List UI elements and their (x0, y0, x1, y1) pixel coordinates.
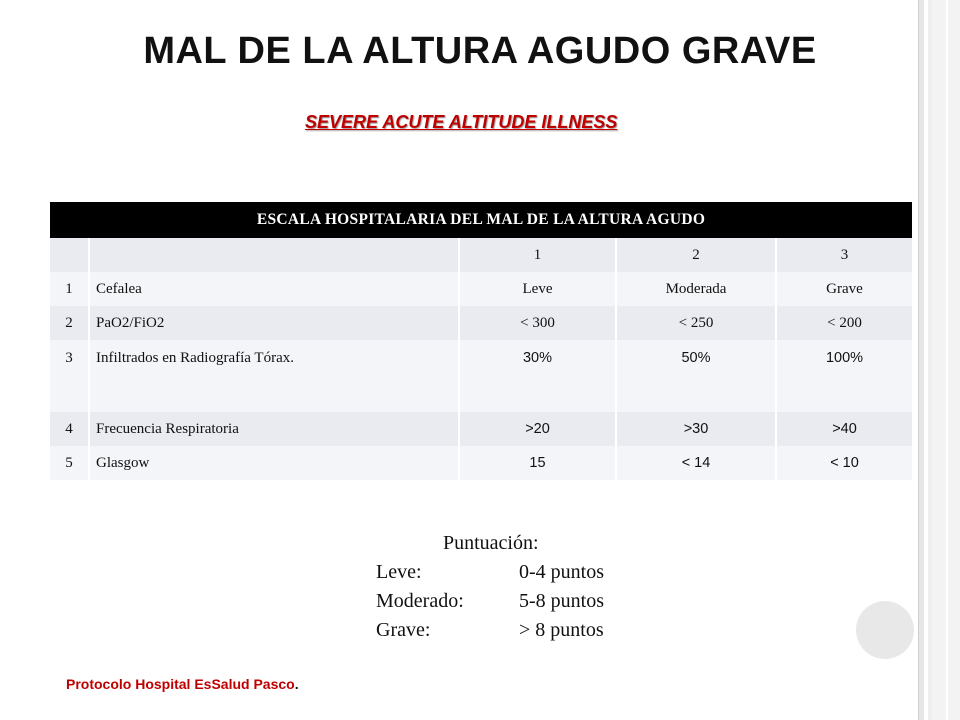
scoring-value: > 8 puntos (519, 619, 604, 641)
cell-score-3: Grave (776, 272, 913, 306)
footer-period: . (294, 676, 299, 692)
empty-cell (49, 238, 89, 272)
cell-score-3: >40 (776, 412, 913, 446)
scoring-item (376, 587, 604, 616)
table-row (49, 306, 913, 340)
right-border-line (918, 0, 919, 720)
col-number-1: 1 (459, 238, 616, 272)
cell-score-1: < 300 (459, 306, 616, 340)
scoring-label: Moderado: (376, 590, 464, 612)
scoring-label: Leve: (376, 561, 422, 583)
col-number-2: 2 (616, 238, 776, 272)
table-row (49, 446, 913, 480)
empty-cell (89, 238, 459, 272)
row-label: Glasgow (89, 446, 459, 480)
scoring-value: 0-4 puntos (519, 561, 604, 583)
col-number-3: 3 (776, 238, 913, 272)
cell-score-1: 30% (459, 340, 616, 412)
scoring-block (376, 529, 604, 645)
row-label: Infiltrados en Radiografía Tórax. (89, 340, 459, 412)
row-label: Cefalea (89, 272, 459, 306)
table-row (49, 412, 913, 446)
cell-score-3: < 10 (776, 446, 913, 480)
slide-title: MAL DE LA ALTURA AGUDO GRAVE (143, 30, 817, 72)
cell-score-2: < 14 (616, 446, 776, 480)
row-number: 4 (49, 412, 89, 446)
decorative-circle (856, 601, 914, 659)
row-number: 1 (49, 272, 89, 306)
footer-text: Protocolo Hospital EsSalud Pasco (66, 676, 295, 692)
scoring-heading: Puntuación: (443, 532, 539, 554)
scoring-value: 5-8 puntos (519, 590, 604, 612)
table-header-row (49, 202, 913, 238)
scale-table (48, 202, 914, 480)
cell-score-1: 15 (459, 446, 616, 480)
row-number: 3 (49, 340, 89, 412)
cell-score-3: < 200 (776, 306, 913, 340)
scoring-label: Grave: (376, 619, 431, 641)
cell-score-1: >20 (459, 412, 616, 446)
row-label: Frecuencia Respiratoria (89, 412, 459, 446)
cell-score-2: Moderada (616, 272, 776, 306)
table-row (49, 340, 913, 412)
table-header: ESCALA HOSPITALARIA DEL MAL DE LA ALTURA AGUDO (49, 202, 913, 238)
right-border-gap-2 (946, 0, 948, 720)
scoring-item (376, 558, 604, 587)
cell-score-2: < 250 (616, 306, 776, 340)
cell-score-2: >30 (616, 412, 776, 446)
column-number-row (49, 238, 913, 272)
table-row (49, 272, 913, 306)
cell-score-1: Leve (459, 272, 616, 306)
source-footer (66, 676, 299, 692)
cell-score-3: 100% (776, 340, 913, 412)
scoring-item (376, 616, 604, 645)
cell-score-2: 50% (616, 340, 776, 412)
row-number: 2 (49, 306, 89, 340)
row-label: PaO2/FiO2 (89, 306, 459, 340)
slide-subtitle: SEVERE ACUTE ALTITUDE ILLNESS (305, 112, 618, 132)
row-number: 5 (49, 446, 89, 480)
